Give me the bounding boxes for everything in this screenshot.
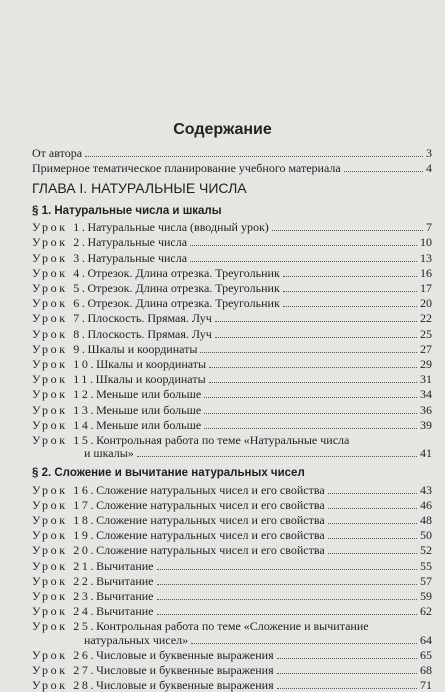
entry-page: 4	[426, 161, 432, 175]
lesson-entry	[32, 648, 432, 662]
leader-dots	[277, 658, 417, 659]
lesson-page: 39	[420, 417, 432, 432]
leader-dots	[157, 584, 418, 585]
leader-dots	[204, 428, 417, 429]
page-title: Содержание	[173, 121, 272, 138]
lesson-number: Урок 18.	[32, 513, 97, 527]
lesson-entry	[32, 251, 432, 265]
lesson-title: Плоскость. Прямая. Луч	[87, 311, 212, 326]
lesson-title: Вычитание	[96, 573, 154, 588]
lesson-entry	[32, 266, 432, 280]
lesson-entry	[32, 483, 432, 497]
toc-entry-author	[32, 146, 432, 160]
lesson-entry	[32, 528, 432, 542]
leader-dots	[191, 643, 417, 644]
leader-dots	[209, 382, 417, 383]
lesson-number: Урок 16.	[32, 482, 97, 497]
lesson-title: Числовые и буквенные выражения	[96, 678, 274, 692]
lesson-page: 41	[420, 446, 432, 461]
lesson-page: 43	[420, 482, 432, 497]
lesson-title: Контрольная работа по теме «Сложение и вычитание	[96, 619, 369, 634]
lesson-title: Меньше или больше	[96, 387, 202, 402]
lesson-title: Контрольная работа по теме «Натуральные числа	[96, 433, 350, 447]
lesson-page: 59	[420, 589, 432, 603]
lesson-entry	[32, 678, 432, 692]
lesson-page: 16	[420, 265, 432, 280]
entry-text: Примерное тематическое планирование учебного материала	[32, 161, 341, 175]
lesson-number: Урок 26.	[32, 647, 97, 662]
lesson-page: 50	[420, 528, 432, 543]
lesson-page: 27	[420, 341, 432, 356]
lesson-number: Урок 15.	[32, 433, 97, 447]
lesson-number: Урок 4.	[32, 265, 88, 280]
lesson-entry	[32, 619, 432, 633]
lesson-entry	[32, 498, 432, 512]
lesson-page: 29	[420, 357, 432, 371]
lesson-number: Урок 20.	[32, 543, 97, 558]
lesson-number: Урок 8.	[32, 326, 88, 341]
lesson-title: Сложение натуральных чисел и его свойства	[96, 482, 325, 497]
lesson-number: Урок 12.	[32, 387, 97, 402]
lesson-page: 20	[420, 296, 432, 311]
lesson-number: Урок 24.	[32, 604, 97, 619]
entry-page: 3	[426, 146, 432, 160]
leader-dots	[204, 397, 417, 398]
lesson-entry-continuation	[84, 446, 432, 460]
lesson-page: 68	[420, 663, 432, 677]
lesson-entry	[32, 327, 432, 341]
lesson-page: 17	[420, 281, 432, 295]
lesson-entry	[32, 559, 432, 573]
lesson-entry	[32, 543, 432, 557]
lesson-number: Урок 28.	[32, 678, 97, 692]
lesson-entry	[32, 418, 432, 432]
lesson-number: Урок 13.	[32, 402, 97, 417]
leader-dots	[277, 673, 417, 674]
leader-dots	[283, 276, 417, 277]
lesson-title: Вычитание	[96, 589, 154, 603]
leader-dots	[85, 156, 423, 157]
lesson-number: Урок 6.	[32, 296, 88, 311]
lesson-page: 13	[420, 250, 432, 265]
lesson-title: Натуральные числа	[87, 250, 188, 265]
lesson-title: Сложение натуральных чисел и его свойства	[96, 528, 325, 543]
lesson-title: Шкалы и координаты	[95, 372, 206, 387]
lesson-entry	[32, 604, 432, 618]
lesson-title: Меньше или больше	[96, 402, 202, 417]
lesson-number: Урок 21.	[32, 558, 97, 573]
lesson-number: Урок 11.	[32, 372, 96, 387]
lesson-title-continued: и шкалы»	[84, 446, 134, 461]
leader-dots	[157, 614, 418, 615]
lesson-entry	[32, 296, 432, 310]
lesson-number: Урок 25.	[32, 619, 97, 634]
lesson-page: 55	[420, 558, 432, 573]
lesson-title: Натуральные числа	[87, 235, 188, 250]
leader-dots	[200, 352, 417, 353]
leader-dots	[204, 413, 417, 414]
leader-dots	[328, 538, 417, 539]
lesson-page: 31	[420, 372, 432, 387]
lesson-title: Шкалы и координаты	[87, 341, 198, 356]
lesson-title: Числовые и буквенные выражения	[96, 663, 274, 677]
lesson-title: Отрезок. Длина отрезка. Треугольник	[87, 265, 280, 280]
lesson-entry	[32, 663, 432, 677]
leader-dots	[190, 261, 417, 262]
lesson-title: Натуральные числа (вводный урок)	[87, 220, 269, 235]
lesson-number: Урок 7.	[32, 311, 88, 326]
lesson-page: 7	[426, 220, 432, 235]
leader-dots	[328, 553, 417, 554]
lesson-title: Числовые и буквенные выражения	[96, 647, 274, 662]
lesson-title: Сложение натуральных чисел и его свойства	[96, 497, 325, 512]
lesson-entry	[32, 220, 432, 234]
toc-entry-planning	[32, 161, 432, 175]
lesson-page: 10	[420, 235, 432, 250]
leader-dots	[328, 523, 417, 524]
lesson-title: Сложение натуральных чисел и его свойства	[96, 543, 325, 558]
lesson-number: Урок 14.	[32, 417, 97, 432]
leader-dots	[157, 599, 418, 600]
lesson-page: 62	[420, 604, 432, 619]
lesson-number: Урок 5.	[32, 281, 88, 295]
leader-dots	[283, 291, 417, 292]
lesson-title: Сложение натуральных чисел и его свойства	[96, 513, 325, 527]
lesson-page: 71	[420, 678, 432, 692]
lesson-entry	[32, 387, 432, 401]
lesson-title: Меньше или больше	[96, 417, 202, 432]
lesson-number: Урок 2.	[32, 235, 88, 250]
leader-dots	[328, 493, 417, 494]
lesson-entry	[32, 311, 432, 325]
lesson-title: Вычитание	[96, 558, 154, 573]
entry-text: От автора	[32, 146, 83, 160]
leader-dots	[272, 230, 423, 231]
lesson-number: Урок 27.	[32, 663, 97, 677]
leader-dots	[209, 367, 417, 368]
lesson-page: 34	[420, 387, 432, 402]
lesson-number: Урок 22.	[32, 573, 97, 588]
lesson-number: Урок 1.	[32, 220, 88, 235]
leader-dots	[137, 456, 417, 457]
lesson-page: 25	[420, 326, 432, 341]
lesson-page: 57	[420, 573, 432, 588]
lesson-title-continued: натуральных чисел»	[84, 632, 189, 647]
lesson-number: Урок 10.	[32, 357, 97, 371]
leader-dots	[344, 171, 423, 172]
leader-dots	[215, 337, 417, 338]
lesson-number: Урок 9.	[32, 341, 88, 356]
lesson-title: Отрезок. Длина отрезка. Треугольник	[87, 281, 280, 295]
lesson-page: 52	[420, 543, 432, 558]
leader-dots	[190, 245, 417, 246]
section-heading: § 1. Натуральные числа и шкалы	[32, 205, 222, 217]
lesson-entry	[32, 372, 432, 386]
lesson-page: 36	[420, 402, 432, 417]
lesson-number: Урок 3.	[32, 250, 88, 265]
lesson-title: Вычитание	[96, 604, 154, 619]
lesson-entry	[32, 342, 432, 356]
lesson-title: Шкалы и координаты	[96, 357, 207, 371]
lesson-entry	[32, 357, 432, 371]
leader-dots	[277, 688, 417, 689]
lesson-entry	[32, 235, 432, 249]
lesson-page: 65	[420, 647, 432, 662]
leader-dots	[215, 321, 417, 322]
lesson-entry	[32, 574, 432, 588]
lesson-page: 48	[420, 513, 432, 527]
lesson-entry	[32, 403, 432, 417]
section-heading: § 2. Сложение и вычитание натуральных чисел	[32, 467, 305, 480]
lesson-entry	[32, 589, 432, 603]
lesson-page: 64	[420, 632, 432, 647]
lesson-page: 22	[420, 311, 432, 326]
chapter-heading: ГЛАВА I. НАТУРАЛЬНЫЕ ЧИСЛА	[32, 180, 247, 196]
lesson-entry	[32, 281, 432, 295]
lesson-number: Урок 23.	[32, 589, 97, 603]
lesson-entry	[32, 433, 432, 447]
leader-dots	[157, 569, 418, 570]
lesson-number: Урок 19.	[32, 528, 97, 543]
lesson-number: Урок 17.	[32, 497, 97, 512]
lesson-entry	[32, 513, 432, 527]
lesson-title: Плоскость. Прямая. Луч	[87, 326, 212, 341]
lesson-title: Отрезок. Длина отрезка. Треугольник	[87, 296, 280, 311]
leader-dots	[328, 508, 417, 509]
lesson-entry-continuation	[84, 633, 432, 647]
leader-dots	[283, 306, 417, 307]
lesson-page: 46	[420, 497, 432, 512]
